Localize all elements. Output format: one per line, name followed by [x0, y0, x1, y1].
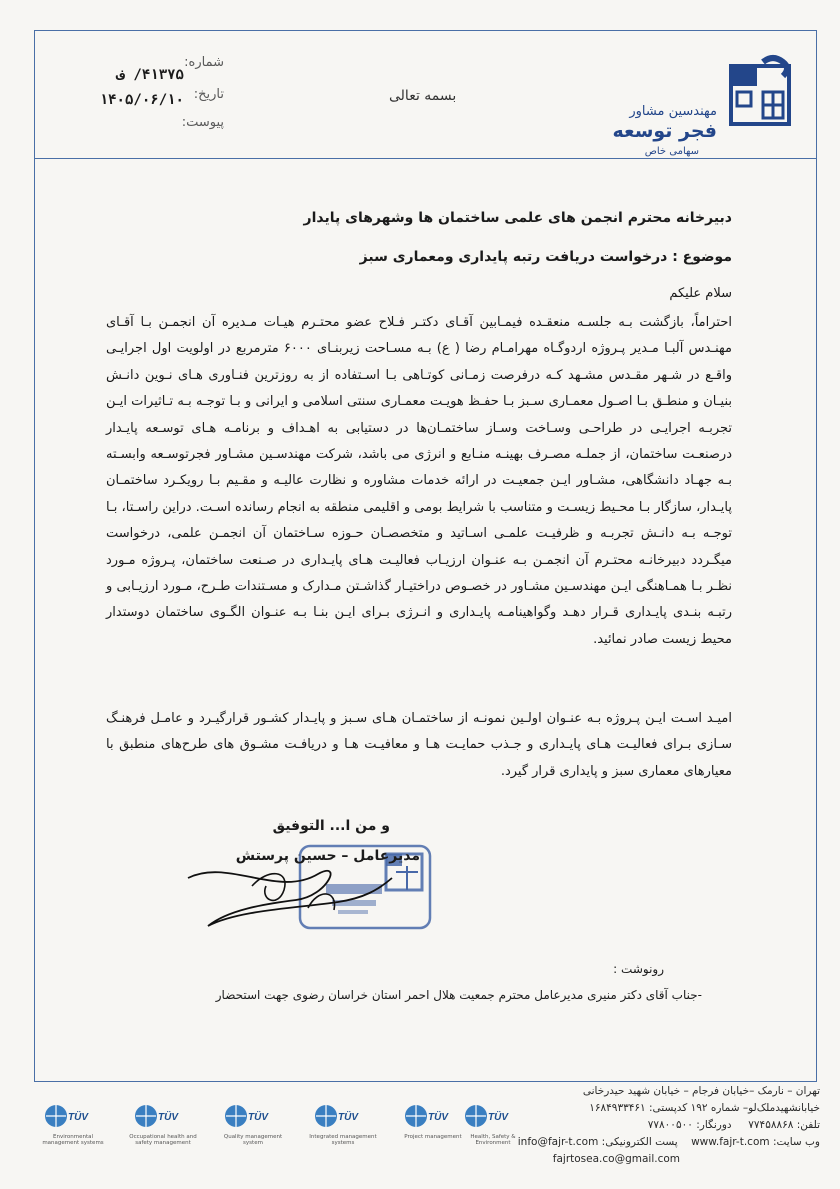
letter-meta [84, 55, 224, 135]
phone-label: تلفن: [796, 1119, 820, 1131]
date-value: ۱۴۰۵/۰۶/۱۰ [99, 92, 184, 108]
phone-value: ۷۷۴۵۸۸۶۸ [748, 1119, 794, 1131]
web-link[interactable]: www.fajr-t.com [691, 1136, 770, 1148]
gmail-link[interactable]: fajrtosea.co@gmail.com [552, 1153, 680, 1165]
number-label: شماره: [184, 55, 224, 70]
company-descriptor: مهندسین مشاور [629, 104, 717, 119]
body-paragraph-2: امیـد اسـت ایـن پـروژه بـه عنـوان اولـین نمونـه از ساختمـان هـای سـبز و پایـدار کشـور قرارگیـرد و عامـل فرهنـگ سـازی بـرای فعالیـت هـای پایـداری و جـذب حمایـت هـا و معافیـت هـا و دریافـت مشـوق های طرح‌های منطبق با معیارهای معماری سبز و پایداری قرار گیرد. [106, 711, 732, 779]
tuv-globe-icon [38, 1100, 108, 1132]
iso-caption: Health, Safety & Environment [470, 1134, 516, 1146]
subject-line: موضوع : درخواست دریافت رتبه پایداری ومعماری سبز [359, 249, 732, 265]
number-row [184, 55, 224, 70]
tuv-globe-icon [458, 1100, 528, 1132]
footer-email-row [518, 1136, 820, 1148]
tuv-globe-icon [308, 1100, 378, 1132]
iso-caption: Occupational health and safety management [129, 1134, 197, 1146]
iso-caption: Quality management system [223, 1134, 283, 1146]
date-label: تاریخ: [193, 87, 224, 102]
company-name: فجر توسعه [612, 120, 717, 142]
svg-text:TÜV: TÜV [248, 1112, 268, 1123]
footer-phone-row [648, 1119, 820, 1131]
closing-phrase: و من ا... التوفیق [272, 818, 390, 834]
signer-name: مدیرعامل – حسین پرستش [235, 848, 420, 864]
svg-text:TÜV: TÜV [68, 1112, 88, 1123]
web-label: وب سایت: [772, 1136, 820, 1148]
svg-text:TÜV: TÜV [158, 1112, 178, 1123]
tuv-globe-icon [218, 1100, 288, 1132]
iso-caption: Project management [404, 1134, 462, 1140]
cc-label: رونوشت : [613, 962, 664, 976]
attachment-label: پیوست: [181, 115, 224, 130]
greeting: سلام علیکم [669, 286, 732, 301]
company-type: سهامی خاص [644, 146, 699, 157]
attachment-row [182, 115, 224, 130]
svg-text:TÜV: TÜV [488, 1112, 508, 1123]
iso-caption: Integrated management systems [309, 1134, 377, 1146]
svg-text:TÜV: TÜV [338, 1112, 358, 1123]
svg-text:TÜV: TÜV [428, 1112, 448, 1123]
iso-caption: Environmental management systems [42, 1134, 104, 1146]
fax-value: ۷۷۸۰۰۵۰۰ [647, 1119, 693, 1131]
iso-badge [38, 1100, 108, 1160]
date-value-row [100, 92, 184, 108]
number-value-row [117, 67, 184, 83]
email-link[interactable]: info@fajr-t.com [517, 1136, 599, 1148]
tuv-globe-icon [128, 1100, 198, 1132]
footer-street: خیابانشهیدملک‌لو– شماره ۱۹۲ کدپستی: ۱۶۸۴۹۳۳۴۶۱ [589, 1102, 820, 1114]
footer-contacts [517, 1085, 820, 1175]
basmala: بسمه تعالی [389, 88, 457, 104]
recipient-line: دبیرخانه محترم انجمن های علمی ساختمان ها وشهرهای پایدار [303, 210, 732, 226]
iso-badge [458, 1100, 528, 1160]
letterhead [34, 30, 817, 159]
date-row [194, 87, 224, 102]
iso-badge [308, 1100, 378, 1160]
cc-recipient: -جناب آقای دکتر منیری مدیرعامل محترم جمعیت هلال احمر استان خراسان رضوی جهت استحضار [215, 988, 702, 1002]
footer-address: تهران – نارمک –خیابان فرجام – خیابان شهید حیدرخانی [582, 1085, 820, 1097]
iso-badge [128, 1100, 198, 1160]
email-label: پست الکترونیکی: [601, 1136, 678, 1148]
handwritten-signature-icon [168, 838, 438, 938]
company-logo [601, 52, 799, 162]
certification-badges [38, 1100, 528, 1160]
body-paragraph-1: احتراماً، بازگشت بـه جلسـه منعقـده فیمـابین آقـای دکتـر فـلاح عضو محتـرم هیـات مـدیره آن انجمـن بـا آقـای مهنـدس آلبـا مـدیر پـروژه اردوگـاه مهرامـام رضا ( ع) بـه مسـاحت زیربنـای ۶۰۰۰ مترمربع در اولویت اول اجرایـی واقـع در شـهر مقـدس مشـهد کـه درفرصت زمـانی کوتـاهی بـا اسـتفاده از به روزترین فنـاوری هـای نـوین دانـش بنیـان و منطـق بـا اصـول معمـاری سـبز بـا حفـظ هویـت معمـاری سنتی اسلامی و ایرانی و بـا توجـه بـه تـاثیرات ایـن تجربـه اجرایـی در طراحـی وسـاخت وسـاز ساختمـان‌ها در دستیابی به اهـداف و برنامـه هـای توسـعه پایـدار درصنعـت ساختمان، از جملـه مصـرف بهینـه منـابع و انرژی می باشد، شرکت مهندسـین مشـاور فجرتوسـعه وابسـته بـه جهـاد دانشگاهی، مشـاور ایـن جمعیـت در ارائه خدمات مشاوره و نظارت عالیـه و مقـیم بـا رویکـرد ساختمـان پایـدار، سازگار بـا محـیط زیسـت و متناسب با شرایط بومی و اقلیمی منطقه به انجام رسانده اسـت. دراین راسـتا، بـا توجـه بـه دانـش تجربـه و ظرفیـت علمـی اسـاتید و متخصصـان حـوزه سـاختمان آن انجمـن علمی، درخواست میگـردد دبیرخانـه محتـرم آن انجمـن بـه عنـوان ارزیـاب فعالیـت هـای پایـداری در صـنعت ساختمان، پـروژه مـورد نظـر بـا همـاهنگی ایـن مهندسـین مشـاور در خصـوص دراختیـار گذاشـتن مـدارک و مسـتندات طـرح، مـورد ارزیـابی و رتبـه بنـدی پایـداری قـرار دهـد وگواهینامـه پایـداری و انـرژی بـرای ایـن بنـا بـه عنـوان الگـوی ساختمان دوستدار محیط زیست صادر نمائید. [106, 315, 732, 647]
fax-label: دورنگار: [696, 1119, 732, 1131]
iso-badge [218, 1100, 288, 1160]
number-value: ۴۱۳۷۵/ ف [116, 67, 184, 83]
logo-mark-icon [723, 52, 799, 128]
